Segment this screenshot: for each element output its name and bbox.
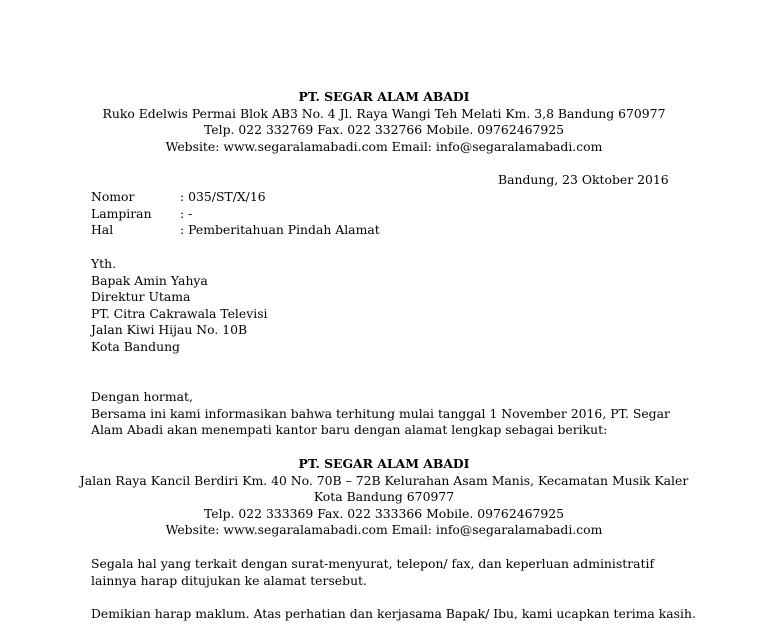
- meta-value: : Pemberitahuan Pindah Alamat: [180, 222, 380, 238]
- meta-row-lampiran: [91, 206, 380, 223]
- letter-meta: [91, 189, 380, 239]
- recipient-title: Direktur Utama: [91, 289, 191, 305]
- new-address-block: [60, 456, 708, 539]
- meta-row-hal: [91, 222, 380, 239]
- letter-intro: [91, 389, 671, 439]
- meta-label: Nomor: [91, 189, 135, 204]
- meta-label: Hal: [91, 222, 114, 238]
- recipient-company: PT. Citra Cakrawala Televisi: [91, 305, 268, 321]
- closing-paragraph-1: Segala hal yang terkait dengan surat-menyurat, telepon/ fax, dan keperluan administratif lainnya harap ditujukan ke alamat tersebut.: [91, 556, 655, 588]
- new-address-web: Website: www.segaralamabadi.com Email: info@segaralamabadi.com: [165, 522, 603, 538]
- recipient-city: Kota Bandung: [91, 338, 180, 354]
- intro-paragraph: Bersama ini kami informasikan bahwa terhitung mulai tanggal 1 November 2016, PT. Segar Alam Abadi akan menempati kantor baru dengan alamat lengkap sebagai berikut:: [91, 405, 670, 438]
- meta-value: : -: [180, 205, 193, 221]
- letter-date: Bandung, 23 Oktober 2016: [498, 172, 669, 187]
- closing-paragraph-2: Demikian harap maklum. Atas perhatian dan kerjasama Bapak/ Ibu, kami ucapkan terima kasih.: [91, 606, 696, 621]
- meta-row-nomor: [91, 189, 380, 206]
- new-address-phone: Telp. 022 333369 Fax. 022 333366 Mobile. 09762467925: [204, 505, 564, 521]
- new-address-line1: Jalan Raya Kancil Berdiri Km. 40 No. 70B – 72B Kelurahan Asam Manis, Kecamatan Musik Kaler: [79, 472, 689, 488]
- recipient-salutation: Yth.: [91, 256, 117, 271]
- recipient-name: Bapak Amin Yahya: [91, 272, 208, 288]
- recipient-street: Jalan Kiwi Hijau No. 10B: [91, 322, 248, 338]
- letterhead-phone: Telp. 022 332769 Fax. 022 332766 Mobile. 09762467925: [204, 122, 564, 138]
- letterhead: [60, 89, 708, 155]
- letterhead-address: Ruko Edelwis Permai Blok AB3 No. 4 Jl. Raya Wangi Teh Melati Km. 3,8 Bandung 670977: [102, 105, 666, 121]
- meta-value: : 035/ST/X/16: [180, 189, 266, 204]
- new-address-company: PT. SEGAR ALAM ABADI: [298, 456, 470, 471]
- new-address-line2: Kota Bandung 670977: [313, 489, 455, 505]
- greeting: Dengan hormat,: [91, 389, 193, 404]
- letterhead-web: Website: www.segaralamabadi.com Email: info@segaralamabadi.com: [165, 138, 603, 154]
- meta-label: Lampiran: [91, 205, 152, 221]
- letterhead-company: PT. SEGAR ALAM ABADI: [298, 89, 470, 104]
- recipient-block: [91, 256, 268, 356]
